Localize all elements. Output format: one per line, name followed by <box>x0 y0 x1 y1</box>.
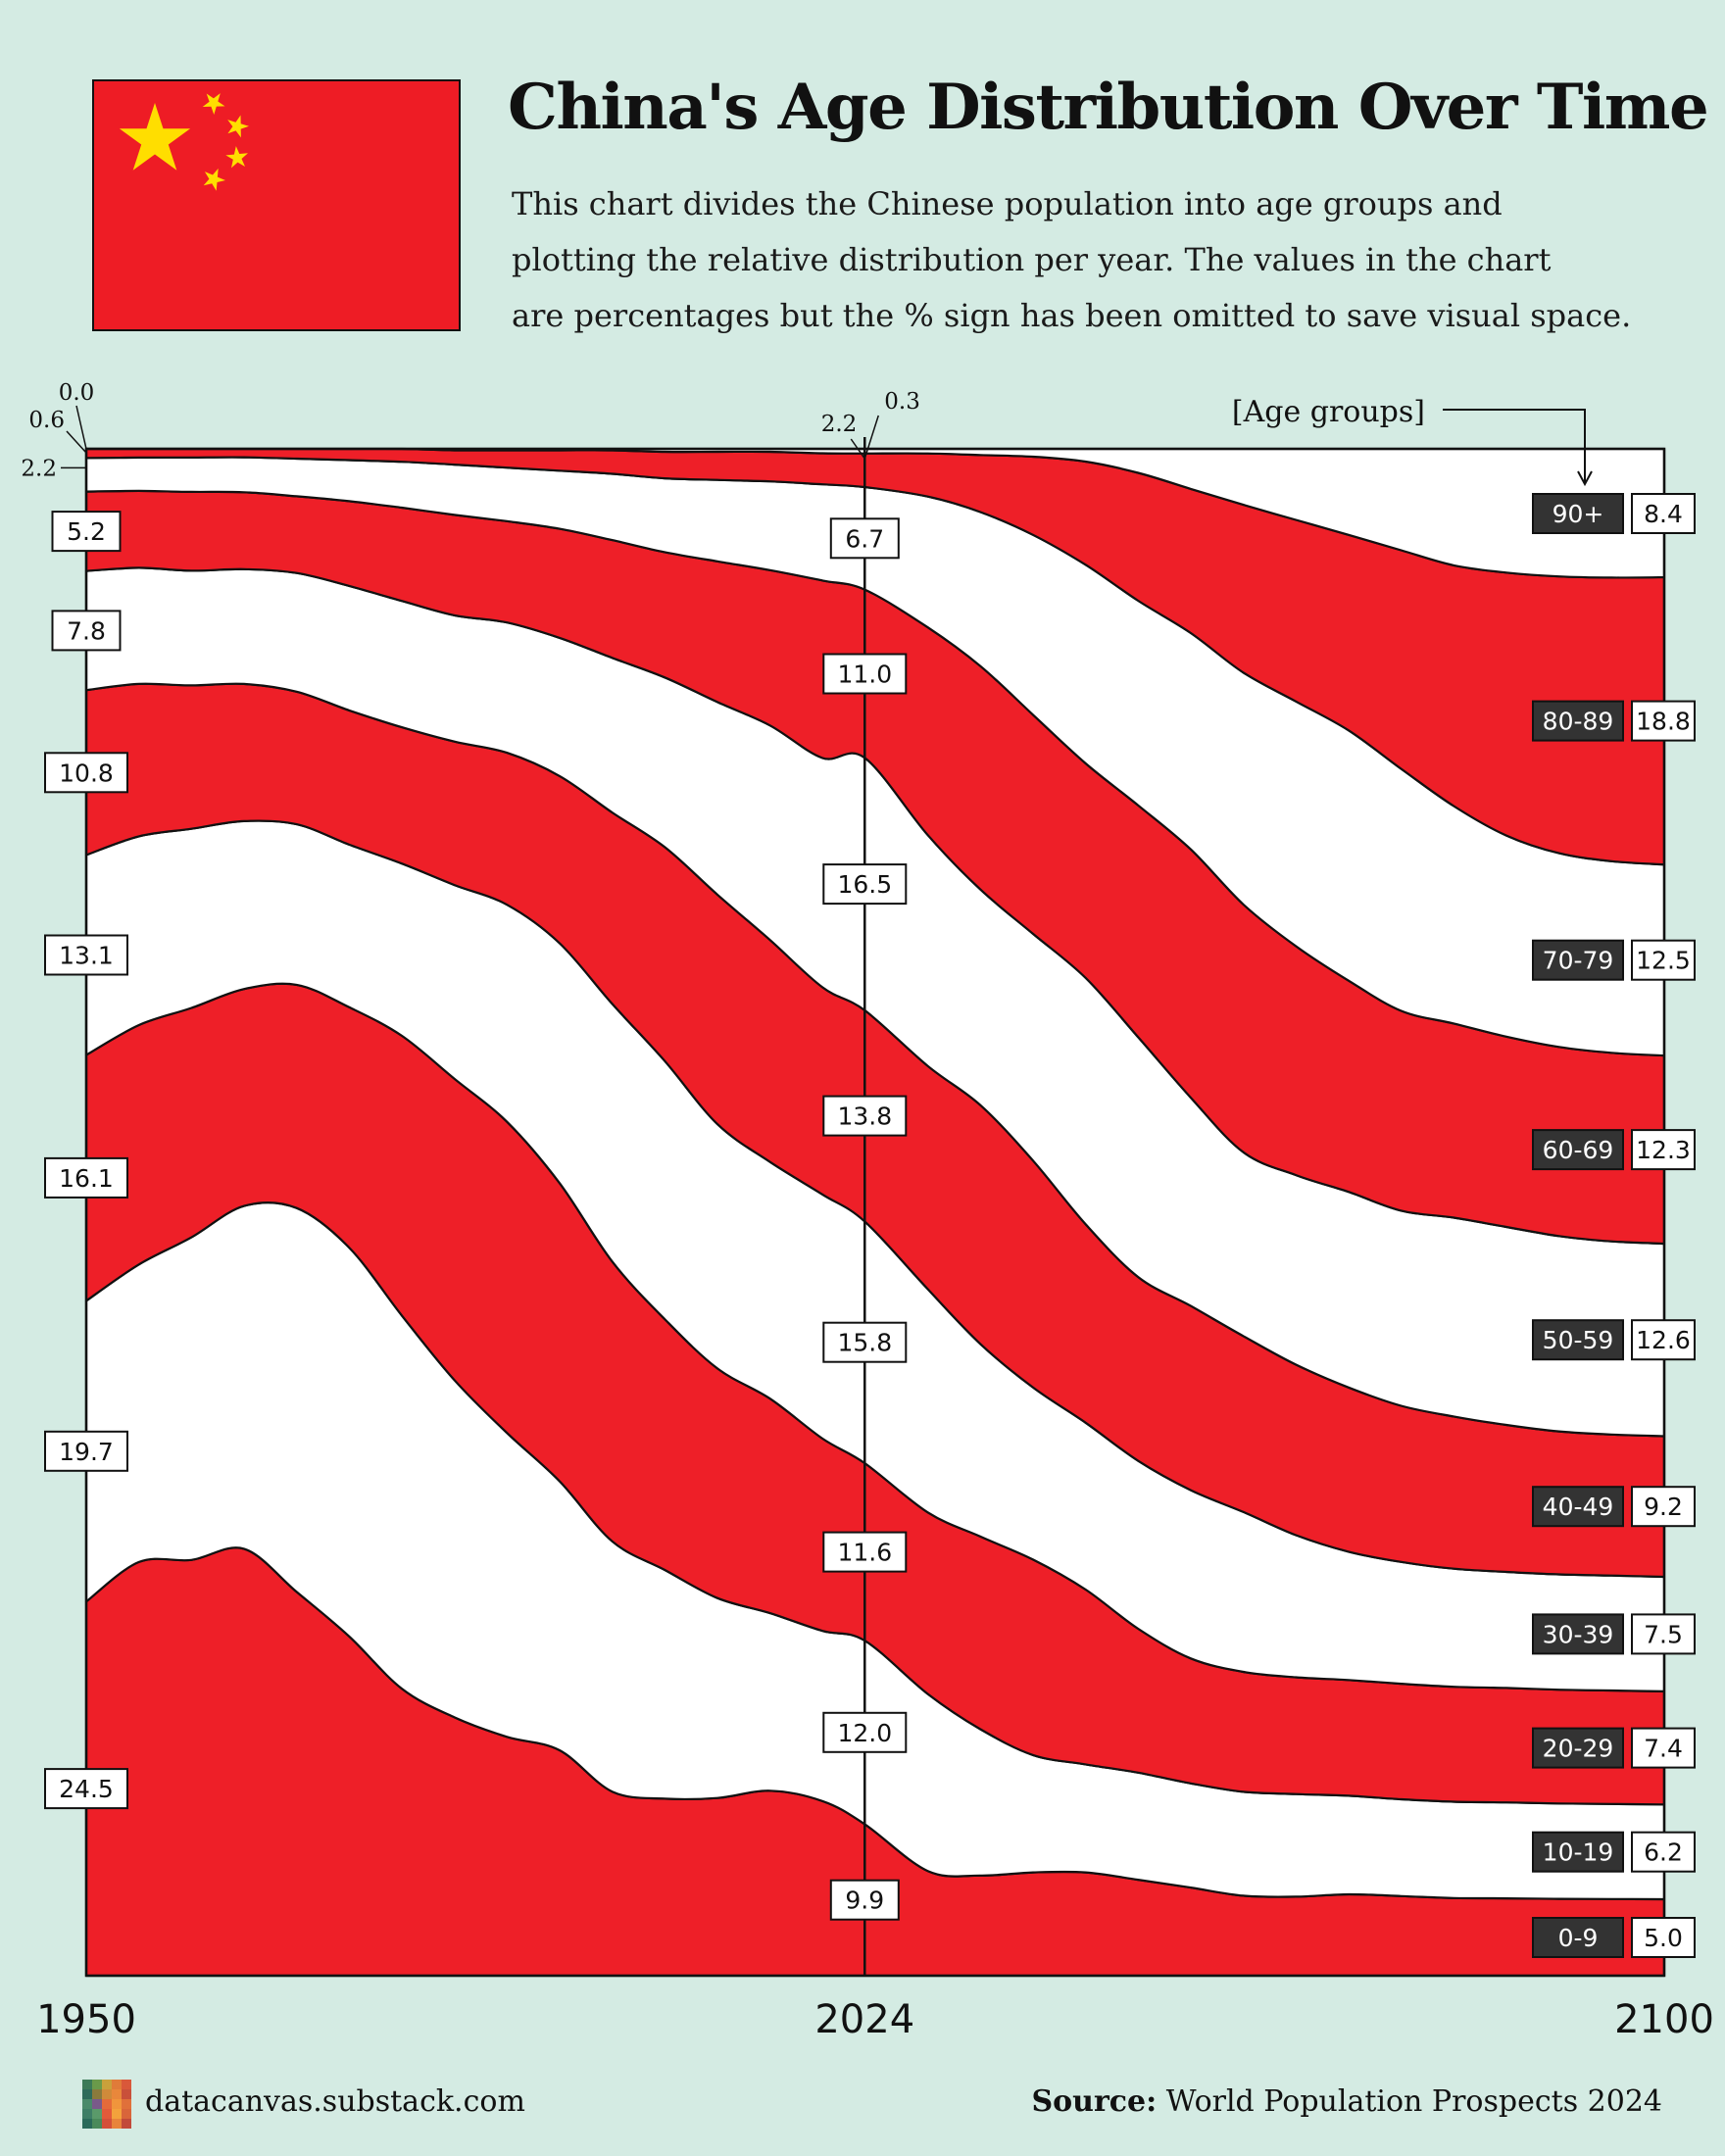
label-2024-20-29-text: 11.6 <box>837 1538 893 1567</box>
label-2100-70-79 <box>1632 941 1695 980</box>
label-2100-70-79-text: 12.5 <box>1636 946 1691 975</box>
label-2024-10-19-text: 12.0 <box>837 1718 893 1747</box>
label-1950-0-9-text: 24.5 <box>59 1775 114 1804</box>
label-2100-0-9-text: 5.0 <box>1644 1924 1683 1952</box>
subtitle-line: are percentages but the % sign has been omitted to save visual space. <box>512 297 1632 334</box>
label-2100-60-69-text: 12.3 <box>1636 1136 1691 1165</box>
label-2100-50-59 <box>1632 1320 1695 1359</box>
group-label-0-9 <box>1533 1918 1623 1957</box>
label-1950-50-59 <box>53 611 121 650</box>
label-2024-50-59 <box>823 864 906 904</box>
label-1950-40-49-text: 10.8 <box>59 759 114 788</box>
label-1950-40-49 <box>45 753 127 792</box>
label-2100-90+-text: 8.4 <box>1644 500 1683 528</box>
label-2100-10-19-text: 6.2 <box>1644 1838 1683 1867</box>
group-label-40-49 <box>1533 1487 1623 1526</box>
label-2100-40-49-text: 9.2 <box>1644 1493 1683 1522</box>
subtitle-line: This chart divides the Chinese population into age groups and <box>512 185 1503 222</box>
label-2024-40-49 <box>823 1097 906 1136</box>
datacanvas-logo-icon <box>82 2080 131 2129</box>
label-1950-30-39-text: 13.1 <box>59 941 114 970</box>
group-label-30-39-text: 30-39 <box>1542 1620 1614 1649</box>
footer-source <box>1031 2084 1662 2119</box>
page-title: China's Age Distribution Over Time <box>508 71 1708 144</box>
label-2100-30-39-text: 7.5 <box>1644 1620 1683 1649</box>
x-tick-label: 1950 <box>36 1997 136 2042</box>
label-2100-80-89 <box>1632 702 1695 741</box>
group-label-60-69-text: 60-69 <box>1542 1136 1614 1165</box>
group-label-70-79 <box>1533 941 1623 980</box>
label-2100-60-69 <box>1632 1130 1695 1169</box>
label-2100-10-19 <box>1632 1833 1695 1872</box>
label-2024-40-49-text: 13.8 <box>837 1102 893 1131</box>
label-2024-30-39-text: 15.8 <box>837 1328 893 1357</box>
label-2024-30-39 <box>823 1323 906 1362</box>
group-label-40-49-text: 40-49 <box>1542 1493 1614 1522</box>
label-2024-90plus: 0.3 <box>884 389 920 415</box>
label-2024-10-19 <box>823 1713 906 1752</box>
label-2024-50-59-text: 16.5 <box>837 870 893 900</box>
label-1950-50-59-text: 7.8 <box>67 616 106 646</box>
label-2024-0-9 <box>831 1881 899 1920</box>
label-2100-0-9 <box>1632 1918 1695 1957</box>
group-label-80-89-text: 80-89 <box>1542 707 1614 736</box>
label-2024-20-29 <box>823 1533 906 1572</box>
label-1950-30-39 <box>45 936 127 975</box>
label-1950-10-19-text: 19.7 <box>59 1437 114 1466</box>
label-1950-20-29 <box>45 1158 127 1198</box>
subtitle-line: plotting the relative distribution per year. The values in the chart <box>512 241 1552 278</box>
label-1950-80-89: 0.6 <box>28 408 65 433</box>
source-label: Source: <box>1031 2084 1158 2119</box>
label-1950-10-19 <box>45 1432 127 1471</box>
source-text: World Population Prospects 2024 <box>1165 2084 1662 2119</box>
label-1950-20-29-text: 16.1 <box>59 1163 114 1193</box>
label-2024-70-79 <box>831 518 899 558</box>
group-label-90+ <box>1533 494 1623 533</box>
label-2100-80-89-text: 18.8 <box>1636 707 1691 736</box>
x-tick-label: 2100 <box>1614 1997 1714 2042</box>
group-label-60-69 <box>1533 1130 1623 1169</box>
label-1950-0-9 <box>45 1769 127 1808</box>
label-2100-40-49 <box>1632 1487 1695 1526</box>
footer-site: datacanvas.substack.com <box>145 2084 525 2119</box>
label-1950-70-79: 2.2 <box>21 456 57 482</box>
group-label-90+-text: 90+ <box>1552 500 1604 528</box>
legend-title: [Age groups] <box>1231 395 1425 429</box>
group-label-50-59 <box>1533 1320 1623 1359</box>
label-2100-90+ <box>1632 494 1695 533</box>
leader-line <box>76 406 86 449</box>
label-2024-60-69-text: 11.0 <box>837 660 893 689</box>
label-2100-20-29 <box>1632 1729 1695 1768</box>
group-label-20-29 <box>1533 1729 1623 1768</box>
label-2100-20-29-text: 7.4 <box>1644 1734 1683 1763</box>
label-1950-90plus: 0.0 <box>58 380 95 406</box>
label-2024-0-9-text: 9.9 <box>845 1886 885 1915</box>
group-label-0-9-text: 0-9 <box>1557 1924 1599 1952</box>
label-2100-50-59-text: 12.6 <box>1636 1326 1691 1355</box>
group-label-10-19-text: 10-19 <box>1542 1838 1614 1867</box>
group-label-10-19 <box>1533 1833 1623 1872</box>
label-2024-70-79-text: 6.7 <box>845 524 885 554</box>
group-label-30-39 <box>1533 1614 1623 1653</box>
label-2024-60-69 <box>823 655 906 694</box>
group-label-80-89 <box>1533 702 1623 741</box>
label-2100-30-39 <box>1632 1614 1695 1653</box>
group-label-20-29-text: 20-29 <box>1542 1734 1614 1763</box>
group-label-70-79-text: 70-79 <box>1542 946 1614 975</box>
label-2024-80-89: 2.2 <box>820 412 858 437</box>
label-1950-60-69-text: 5.2 <box>67 517 106 547</box>
x-tick-label: 2024 <box>814 1997 915 2042</box>
group-label-50-59-text: 50-59 <box>1542 1326 1614 1355</box>
label-1950-60-69 <box>53 512 121 551</box>
